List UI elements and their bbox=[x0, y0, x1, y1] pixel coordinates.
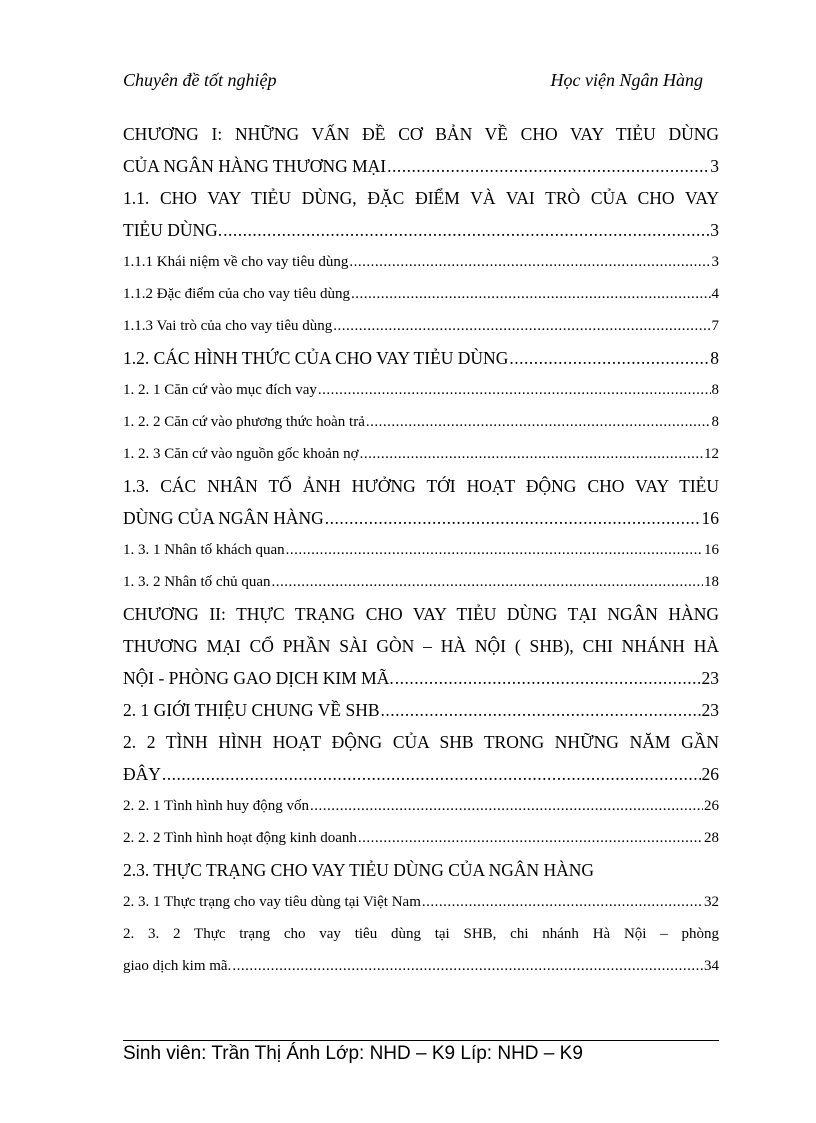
toc-page-number: 8 bbox=[710, 348, 719, 368]
toc-entry-text: 1.1. CHO VAY TIẺU DÙNG, ĐẶC ĐIỂM VÀ VAI TRÒ CỦA CHO VAY bbox=[123, 188, 719, 208]
toc-entry bbox=[123, 406, 719, 438]
toc-entry bbox=[123, 534, 719, 566]
toc-entry-text: CHƯƠNG II: THỰC TRẠNG CHO VAY TIẺU DÙNG TẠI NGÂN HÀNG bbox=[123, 604, 719, 624]
toc-page-number: 8 bbox=[711, 382, 719, 398]
toc-entry bbox=[123, 214, 719, 246]
toc-page-number: 16 bbox=[701, 508, 719, 528]
toc-leader-dots bbox=[232, 950, 703, 982]
toc-leader-dots bbox=[286, 534, 703, 566]
toc-entry-text: CỦA NGÂN HÀNG THƯƠNG MẠI bbox=[123, 156, 387, 176]
toc-entry-text: THƯƠNG MẠI CỔ PHẦN SÀI GÒN – HÀ NỘI ( SHB), CHI NHÁNH HÀ bbox=[123, 636, 719, 656]
toc-entry bbox=[123, 790, 719, 822]
toc-leader-dots bbox=[333, 310, 710, 342]
toc-leader-dots bbox=[395, 662, 701, 694]
toc-entry bbox=[123, 566, 719, 598]
toc-leader-dots bbox=[325, 502, 701, 534]
toc-page-number: 26 bbox=[704, 798, 719, 814]
toc-page-number: 16 bbox=[704, 542, 719, 558]
toc-leader-dots bbox=[349, 246, 710, 278]
toc-entry bbox=[123, 438, 719, 470]
table-of-contents bbox=[123, 118, 719, 982]
toc-entry bbox=[123, 182, 719, 214]
toc-page-number: 34 bbox=[704, 958, 719, 974]
toc-leader-dots bbox=[366, 406, 711, 438]
toc-leader-dots bbox=[223, 214, 709, 246]
toc-entry bbox=[123, 150, 719, 182]
toc-page-number: 28 bbox=[704, 830, 719, 846]
toc-leader-dots bbox=[351, 278, 710, 310]
toc-leader-dots bbox=[509, 342, 709, 374]
toc-page-number: 26 bbox=[701, 764, 719, 784]
toc-entry-text: 1.1.2 Đặc điểm của cho vay tiêu dùng bbox=[123, 286, 351, 302]
toc-leader-dots bbox=[358, 822, 703, 854]
toc-entry-text: 1. 2. 3 Căn cứ vào nguồn gốc khoản nợ bbox=[123, 446, 359, 462]
toc-entry bbox=[123, 854, 719, 886]
header-right-title: Học viện Ngân Hàng bbox=[550, 70, 703, 90]
toc-entry-text: ĐÂY bbox=[123, 764, 161, 784]
toc-page-number: 8 bbox=[711, 414, 719, 430]
toc-entry-text: 2.3. THỰC TRẠNG CHO VAY TIẺU DÙNG CỦA NGÂN HÀNG bbox=[123, 860, 595, 880]
toc-entry-text: 1. 2. 1 Căn cứ vào mục đích vay bbox=[123, 382, 317, 398]
toc-page-number: 32 bbox=[704, 894, 719, 910]
toc-leader-dots bbox=[310, 790, 703, 822]
toc-entry bbox=[123, 470, 719, 502]
toc-entry bbox=[123, 758, 719, 790]
toc-entry bbox=[123, 118, 719, 150]
toc-leader-dots bbox=[422, 886, 703, 918]
footer-divider bbox=[123, 1040, 719, 1041]
toc-entry-text: 2. 3. 2 Thực trạng cho vay tiêu dùng tại SHB, chi nhánh Hà Nội – phòng bbox=[123, 926, 719, 942]
toc-entry-text: NỘI - PHÒNG GAO DỊCH KIM MÃ. bbox=[123, 668, 394, 688]
toc-leader-dots bbox=[162, 758, 701, 790]
toc-entry-text: 2. 2. 2 Tình hình hoạt động kinh doanh bbox=[123, 830, 357, 846]
toc-page-number: 7 bbox=[711, 318, 719, 334]
toc-page-number: 3 bbox=[710, 156, 719, 176]
toc-entry-text: TIẺU DÙNG. bbox=[123, 220, 223, 240]
toc-entry bbox=[123, 822, 719, 854]
toc-entry bbox=[123, 278, 719, 310]
toc-leader-dots bbox=[360, 438, 703, 470]
toc-entry bbox=[123, 342, 719, 374]
toc-entry-text: 1.1.3 Vai trò của cho vay tiêu dùng bbox=[123, 318, 333, 334]
toc-page-number: 3 bbox=[710, 220, 719, 240]
toc-entry bbox=[123, 502, 719, 534]
toc-leader-dots bbox=[387, 150, 709, 182]
footer-student-info: Sinh viên: Trần Thị Ánh Lớp: NHD – K9 Líp: NHD – K9 bbox=[123, 1043, 583, 1064]
toc-leader-dots bbox=[381, 694, 701, 726]
toc-entry-text: 2. 2 TÌNH HÌNH HOẠT ĐỘNG CỦA SHB TRONG NHỮNG NĂM GẦN bbox=[123, 732, 719, 752]
toc-entry-text: 2. 2. 1 Tình hình huy động vốn bbox=[123, 798, 309, 814]
toc-entry bbox=[123, 374, 719, 406]
toc-entry bbox=[123, 598, 719, 630]
toc-entry-text: 1.2. CÁC HÌNH THỨC CỦA CHO VAY TIẺU DÙNG bbox=[123, 348, 509, 368]
toc-page-number: 23 bbox=[701, 700, 719, 720]
toc-leader-dots bbox=[318, 374, 711, 406]
toc-entry bbox=[123, 950, 719, 982]
toc-entry bbox=[123, 918, 719, 950]
toc-entry bbox=[123, 694, 719, 726]
toc-entry-text: CHƯƠNG I: NHỮNG VẤN ĐỀ CƠ BẢN VỀ CHO VAY TIẺU DÙNG bbox=[123, 124, 719, 144]
toc-entry-text: 2. 3. 1 Thực trạng cho vay tiêu dùng tại Việt Nam bbox=[123, 894, 421, 910]
toc-entry bbox=[123, 886, 719, 918]
toc-page-number: 3 bbox=[711, 254, 719, 270]
toc-entry bbox=[123, 726, 719, 758]
toc-page-number: 12 bbox=[704, 446, 719, 462]
header-left-title: Chuyên đề tốt nghiệp bbox=[123, 70, 277, 90]
toc-entry-text: giao dịch kim mã. bbox=[123, 958, 232, 974]
toc-entry bbox=[123, 630, 719, 662]
toc-entry-text: 1.3. CÁC NHÂN TỐ ẢNH HƯỞNG TỚI HOẠT ĐỘNG CHO VAY TIẺU bbox=[123, 476, 719, 496]
toc-entry bbox=[123, 246, 719, 278]
toc-entry-text: 1.1.1 Khái niệm về cho vay tiêu dùng bbox=[123, 254, 349, 270]
toc-entry bbox=[123, 662, 719, 694]
toc-entry-text: DÙNG CỦA NGÂN HÀNG bbox=[123, 508, 324, 528]
toc-entry-text: 1. 3. 1 Nhân tố khách quan bbox=[123, 542, 285, 558]
toc-entry-text: 1. 3. 2 Nhân tố chủ quan bbox=[123, 574, 271, 590]
toc-page-number: 4 bbox=[711, 286, 719, 302]
toc-entry bbox=[123, 310, 719, 342]
toc-entry-text: 1. 2. 2 Căn cứ vào phương thức hoàn trả bbox=[123, 414, 365, 430]
toc-page-number: 23 bbox=[701, 668, 719, 688]
toc-leader-dots bbox=[271, 566, 703, 598]
toc-entry-text: 2. 1 GIỚI THIỆU CHUNG VỀ SHB bbox=[123, 700, 380, 720]
toc-page-number: 18 bbox=[704, 574, 719, 590]
